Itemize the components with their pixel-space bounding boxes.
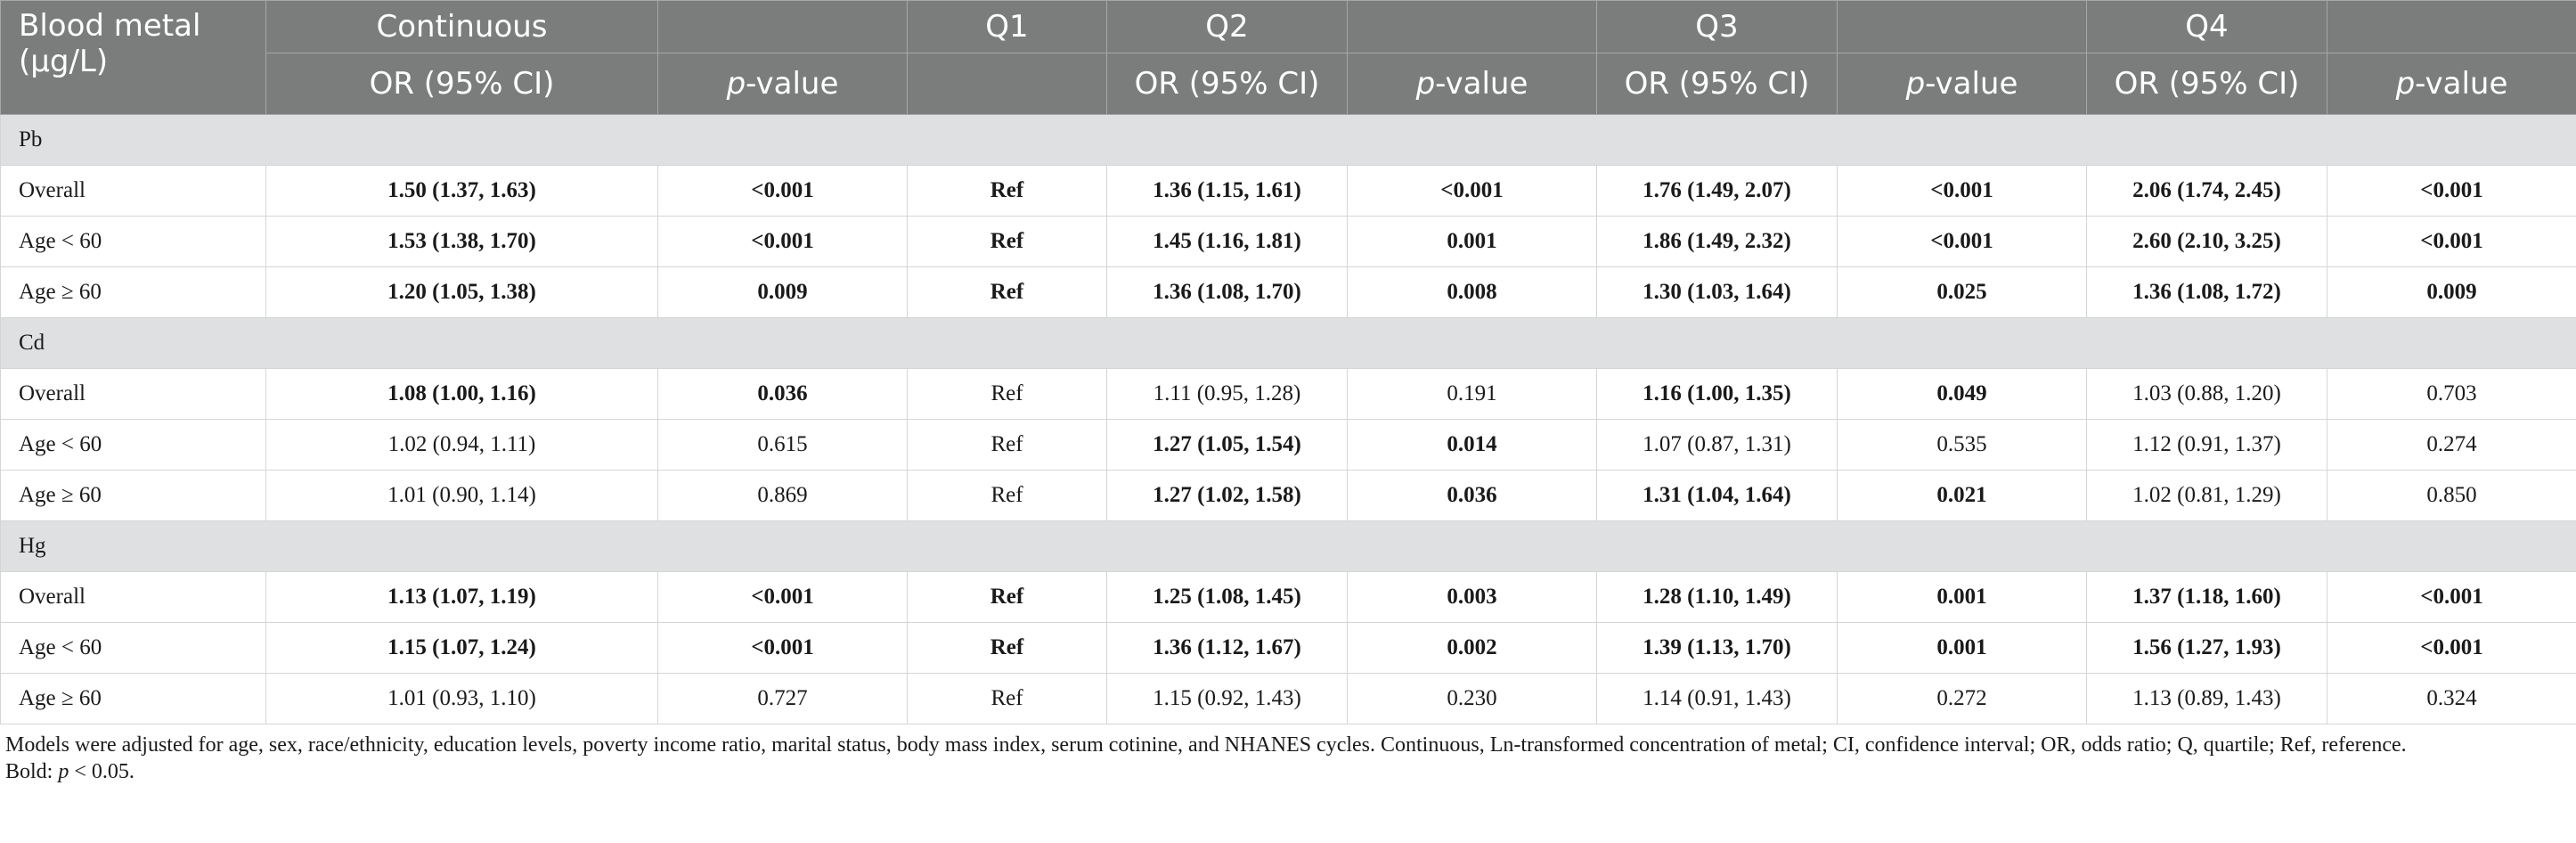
table-row [1,471,2576,521]
table-row [1,572,2576,623]
table-footnotes [0,724,2562,785]
table-cell: 0.001 [1348,217,1597,267]
table-cell: 0.535 [1838,420,2087,471]
table-cell: 0.049 [1838,369,2087,420]
table-cell: 0.025 [1838,267,2087,318]
table-cell: <0.001 [1348,166,1597,217]
table-cell: 1.14 (0.91, 1.43) [1597,674,1838,724]
table-cell: 2.60 (2.10, 3.25) [2087,217,2327,267]
table-cell: 0.274 [2327,420,2576,471]
table-cell: 0.002 [1348,623,1597,674]
header-q2: Q2 [1107,1,1348,53]
table-cell: 1.11 (0.95, 1.28) [1107,369,1348,420]
table-cell: 1.20 (1.05, 1.38) [266,267,658,318]
table-cell: 1.02 (0.81, 1.29) [2087,471,2327,521]
table-cell: 0.036 [1348,471,1597,521]
table-cell: 0.036 [658,369,908,420]
header-blank [1838,1,2087,53]
table-cell: 0.008 [1348,267,1597,318]
table-cell: 1.13 (0.89, 1.43) [2087,674,2327,724]
table-cell: 1.56 (1.27, 1.93) [2087,623,2327,674]
section-label: Cd [1,318,2576,369]
table-cell: 1.07 (0.87, 1.31) [1597,420,1838,471]
footnote-bold: Bold: p < 0.05. [5,760,135,783]
table-cell: 1.36 (1.12, 1.67) [1107,623,1348,674]
table-cell: 0.003 [1348,572,1597,623]
header-blank [1348,1,1597,53]
table-cell: <0.001 [658,623,908,674]
subheader-p-value: p-value [1348,53,1597,115]
table-cell: 1.36 (1.08, 1.70) [1107,267,1348,318]
table-cell: 0.009 [658,267,908,318]
table-cell: 0.001 [1838,572,2087,623]
section-row [1,115,2576,166]
table-cell: 1.45 (1.16, 1.81) [1107,217,1348,267]
section-row [1,318,2576,369]
table-cell: 0.014 [1348,420,1597,471]
table-cell: Ref [908,217,1107,267]
row-label: Age < 60 [1,420,266,471]
subheader-p-value: p-value [658,53,908,115]
table-cell: Ref [908,267,1107,318]
table-cell: <0.001 [2327,572,2576,623]
table-cell: Ref [908,623,1107,674]
table-cell: Ref [908,572,1107,623]
section-label: Hg [1,521,2576,572]
table-cell: 1.08 (1.00, 1.16) [266,369,658,420]
table-row [1,267,2576,318]
table-cell: 1.39 (1.13, 1.70) [1597,623,1838,674]
row-label: Age < 60 [1,623,266,674]
table-row [1,420,2576,471]
subheader-or-ci: OR (95% CI) [266,53,658,115]
table-cell: 1.01 (0.90, 1.14) [266,471,658,521]
table-cell: 1.27 (1.02, 1.58) [1107,471,1348,521]
table-cell: 1.25 (1.08, 1.45) [1107,572,1348,623]
row-label: Overall [1,572,266,623]
section-row [1,521,2576,572]
header-continuous: Continuous [266,1,658,53]
header-blank [658,1,908,53]
table-cell: <0.001 [1838,217,2087,267]
table-cell: <0.001 [658,217,908,267]
table-cell: 0.191 [1348,369,1597,420]
table-cell: 0.324 [2327,674,2576,724]
subheader-or-ci: OR (95% CI) [2087,53,2327,115]
subheader-p-value: p-value [1838,53,2087,115]
header-q1: Q1 [908,1,1107,53]
table-cell: 0.727 [658,674,908,724]
subheader-p-value: p-value [2327,53,2576,115]
table-cell: <0.001 [2327,166,2576,217]
subheader-blank [908,53,1107,115]
table-cell: 0.703 [2327,369,2576,420]
table-cell: 1.36 (1.15, 1.61) [1107,166,1348,217]
header-blank [2327,1,2576,53]
table-cell: Ref [908,166,1107,217]
table-row [1,369,2576,420]
table-cell: 1.12 (0.91, 1.37) [2087,420,2327,471]
footnote-models: Models were adjusted for age, sex, race/ethnicity, education levels, poverty income ratio, marital status, body mass index, serum cotinine, and NHANES cycles. Continuous, Ln-transformed concentration of metal; CI, confidence interval; OR, odds ratio; Q, quartile; Ref, reference. [5,733,2407,757]
table-row [1,674,2576,724]
table-cell: 0.021 [1838,471,2087,521]
table-cell: 1.03 (0.88, 1.20) [2087,369,2327,420]
table-cell: Ref [908,471,1107,521]
header-blood-metal: Blood metal (µg/L) [1,1,266,115]
table-cell: <0.001 [2327,623,2576,674]
section-label: Pb [1,115,2576,166]
table-cell: 0.272 [1838,674,2087,724]
table-cell: 1.30 (1.03, 1.64) [1597,267,1838,318]
subheader-or-ci: OR (95% CI) [1107,53,1348,115]
table-cell: 1.16 (1.00, 1.35) [1597,369,1838,420]
table-cell: <0.001 [658,166,908,217]
table-cell: 1.27 (1.05, 1.54) [1107,420,1348,471]
row-label: Age ≥ 60 [1,471,266,521]
table-header [1,1,2576,115]
row-label: Age ≥ 60 [1,674,266,724]
row-label: Age < 60 [1,217,266,267]
table-cell: 1.37 (1.18, 1.60) [2087,572,2327,623]
table-cell: <0.001 [658,572,908,623]
table-row [1,217,2576,267]
table-cell: 0.009 [2327,267,2576,318]
table-cell: 0.230 [1348,674,1597,724]
table-cell: 1.15 (1.07, 1.24) [266,623,658,674]
table-cell: 0.615 [658,420,908,471]
header-q4: Q4 [2087,1,2327,53]
table-cell: 0.001 [1838,623,2087,674]
table-cell: 1.31 (1.04, 1.64) [1597,471,1838,521]
table-row [1,166,2576,217]
table-cell: 1.13 (1.07, 1.19) [266,572,658,623]
table-cell: Ref [908,420,1107,471]
table-cell: 1.76 (1.49, 2.07) [1597,166,1838,217]
table-cell: 1.53 (1.38, 1.70) [266,217,658,267]
row-label: Overall [1,166,266,217]
table-row [1,623,2576,674]
table-cell: <0.001 [2327,217,2576,267]
table-cell: Ref [908,674,1107,724]
table-body [1,115,2576,724]
table-cell: 1.36 (1.08, 1.72) [2087,267,2327,318]
table-cell: 1.01 (0.93, 1.10) [266,674,658,724]
header-q3: Q3 [1597,1,1838,53]
table-cell: Ref [908,369,1107,420]
table-cell: 2.06 (1.74, 2.45) [2087,166,2327,217]
table-cell: 1.15 (0.92, 1.43) [1107,674,1348,724]
table-cell: 0.869 [658,471,908,521]
row-label: Overall [1,369,266,420]
row-label: Age ≥ 60 [1,267,266,318]
table-cell: 1.02 (0.94, 1.11) [266,420,658,471]
table-cell: 1.28 (1.10, 1.49) [1597,572,1838,623]
subheader-or-ci: OR (95% CI) [1597,53,1838,115]
table-cell: 0.850 [2327,471,2576,521]
table-cell: <0.001 [1838,166,2087,217]
table-cell: 1.86 (1.49, 2.32) [1597,217,1838,267]
table-cell: 1.50 (1.37, 1.63) [266,166,658,217]
